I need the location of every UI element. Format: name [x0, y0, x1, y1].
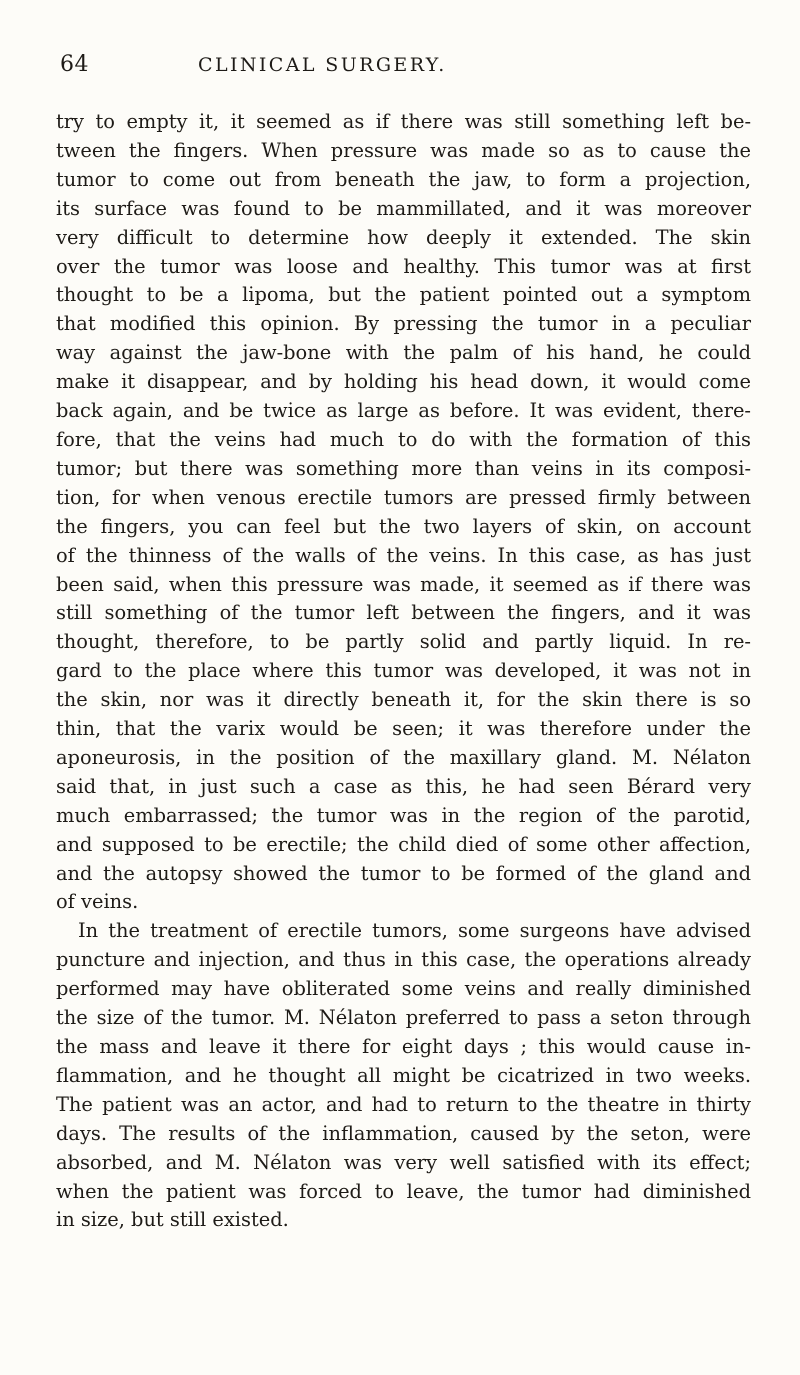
text-line: when the patient was forced to leave, the tumor had diminished — [56, 1179, 751, 1203]
text-line: tumor; but there was something more than veins in its composi- — [56, 456, 751, 480]
text-line: much embarrassed; the tumor was in the region of the parotid, — [56, 803, 751, 827]
text-line: absorbed, and M. Nélaton was very well satisfied with its effect; — [56, 1150, 751, 1174]
text-line: the size of the tumor. M. Nélaton preferred to pass a seton through — [56, 1006, 751, 1030]
text-line: said that, in just such a case as this, he had seen Bérard very — [56, 774, 751, 798]
text-line: aponeurosis, in the position of the maxillary gland. M. Nélaton — [56, 745, 751, 769]
text-line: thought to be a lipoma, but the patient pointed out a symptom — [56, 283, 751, 307]
text-line: performed may have obliterated some veins and really diminished — [56, 977, 751, 1001]
body-text — [56, 108, 751, 1235]
text-line: its surface was found to be mammillated, and it was moreover — [56, 196, 751, 220]
text-line: the skin, nor was it directly beneath it, for the skin there is so — [56, 688, 751, 712]
text-line: fore, that the veins had much to do with the formation of this — [56, 427, 751, 451]
text-line: days. The results of the inflammation, caused by the seton, were — [56, 1121, 751, 1145]
text-line: try to empty it, it seemed as if there was still something left be- — [56, 110, 751, 133]
text-line: still something of the tumor left between the fingers, and it was — [56, 601, 751, 625]
text-line: of the thinness of the walls of the veins. In this case, as has just — [56, 543, 751, 567]
text-line: flammation, and he thought all might be cicatrized in two weeks. — [56, 1063, 751, 1087]
text-line: way against the jaw-bone with the palm of his hand, he could — [56, 341, 751, 365]
text-line: make it disappear, and by holding his head down, it would come — [56, 370, 751, 394]
text-line: in size, but still existed. — [56, 1208, 289, 1232]
page-number: 64 — [60, 52, 89, 77]
text-line: thin, that the varix would be seen; it was therefore under the — [56, 717, 751, 741]
text-line: been said, when this pressure was made, it seemed as if there was — [56, 572, 751, 596]
text-line: puncture and injection, and thus in this case, the operations already — [56, 948, 751, 972]
text-line: thought, therefore, to be partly solid and partly liquid. In re- — [56, 630, 751, 654]
text-line: the mass and leave it there for eight days ; this would cause in- — [56, 1035, 751, 1058]
text-line: gard to the place where this tumor was developed, it was not in — [56, 659, 751, 683]
running-head — [60, 52, 750, 82]
text-line: very difficult to determine how deeply it extended. The skin — [56, 225, 751, 249]
paragraph-2 — [56, 917, 751, 1235]
text-line: of veins. — [56, 890, 139, 914]
paragraph-1 — [56, 108, 751, 917]
text-line: back again, and be twice as large as before. It was evident, there- — [56, 399, 751, 423]
text-line: that modified this opinion. By pressing the tumor in a peculiar — [56, 312, 751, 336]
text-line: tion, for when venous erectile tumors are pressed firmly between — [56, 485, 751, 509]
text-line: and the autopsy showed the tumor to be formed of the gland and — [56, 861, 751, 885]
running-title: CLINICAL SURGERY. — [198, 54, 447, 76]
text-line: tumor to come out from beneath the jaw, to form a projection, — [56, 167, 751, 191]
text-line: and supposed to be erectile; the child died of some other affection, — [56, 832, 751, 856]
text-line: In the treatment of erectile tumors, some surgeons have advised — [78, 919, 751, 943]
text-line: The patient was an actor, and had to return to the theatre in thirty — [56, 1092, 751, 1116]
text-line: over the tumor was loose and healthy. This tumor was at first — [56, 254, 751, 278]
text-line: the fingers, you can feel but the two layers of skin, on account — [56, 514, 751, 538]
text-line: tween the fingers. When pressure was made so as to cause the — [56, 138, 751, 162]
